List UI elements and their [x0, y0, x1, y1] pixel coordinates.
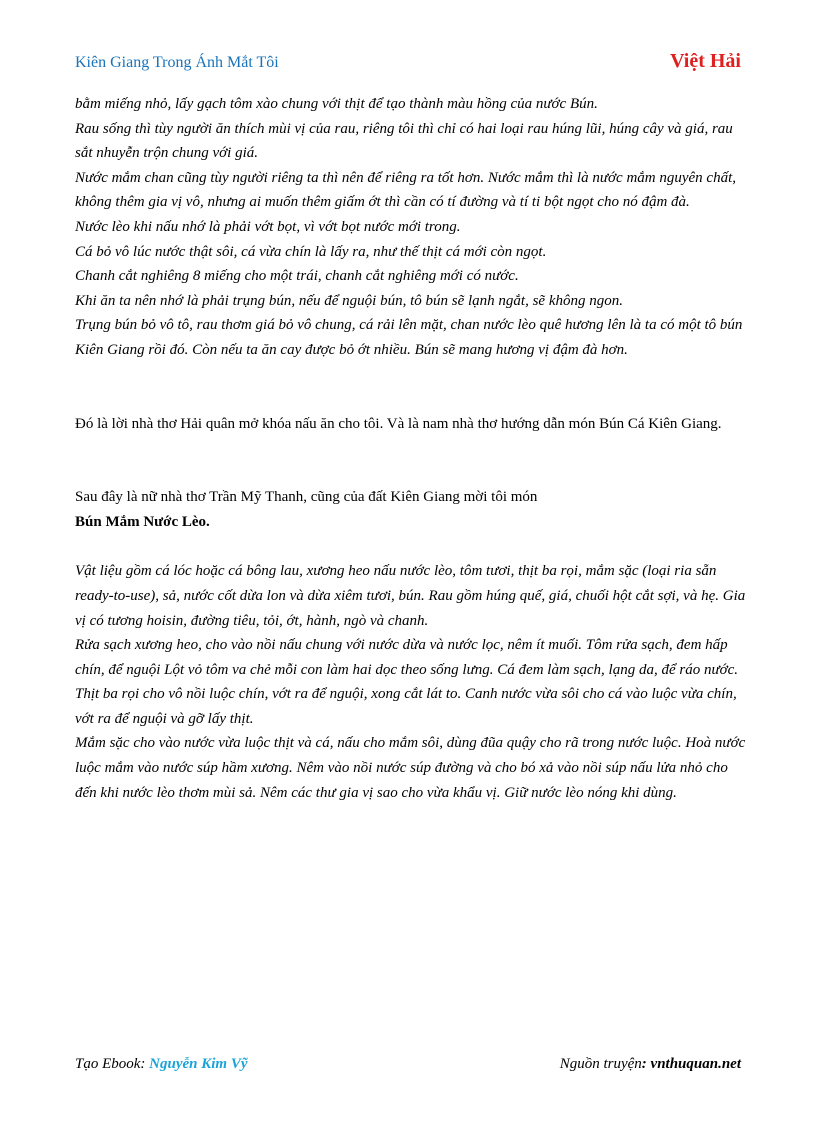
text-line: Trụng bún bỏ vô tô, rau thơm giá bỏ vô chung, cá rải lên mặt, chan nước lèo quê hương lên là ta có một tô bún Kiên Giang rồi đó. Còn nếu ta ăn cay được bỏ ớt nhiều. Bún sẽ mang hương vị đậm đà hơn.: [75, 317, 743, 358]
text-line: Nước mắm chan cũng tùy người riêng ta thì nên để riêng ra tốt hơn. Nước mắm thì là nước mắm nguyên chất, không thêm gia vị vô, nhưng ai muốn thêm giấm ớt thì cần có tí đường và tí ti bột ngọt cho nó đậm đà.: [75, 169, 736, 211]
text-line: Vật liệu gồm cá lóc hoặc cá bông lau, xương heo nấu nước lèo, tôm tươi, thịt ba rọi, mắm sặc (loại ria sẵn ready-to-use), sả, nước cốt dừa lon và dừa xiêm tươi, bún. Rau gồm húng quế, giá, chuối hột cắt sợi, và hẹ. Gia vị có tương hoisin, đường tiêu, tỏi, ớt, hành, ngò và chanh.: [75, 563, 746, 629]
text-line: bằm miếng nhỏ, lấy gạch tôm xào chung với thịt để tạo thành màu hồng của nước Bún.: [75, 96, 598, 112]
source-credit: [560, 1056, 741, 1073]
recipe-notes-block: [75, 92, 747, 363]
section-heading: Bún Mắm Nước Lèo.: [75, 513, 210, 530]
ebook-label: Tạo Ebook: [75, 1056, 141, 1072]
recipe-instructions-block: [75, 559, 747, 805]
source-label: Nguồn truyện: [559, 1056, 642, 1072]
text-line: Rau sống thì tùy người ăn thích mùi vị của rau, riêng tôi thì chỉ có hai loại rau húng lũi, húng cây và giá, rau sắt nhuyễn trộn chung với giá.: [75, 120, 733, 162]
ebook-creator-link[interactable]: Nguyễn Kim Vỹ: [149, 1056, 248, 1072]
source-site-link[interactable]: vnthuquan.net: [650, 1056, 741, 1072]
text-line: Nước lèo khi nấu nhớ là phải vớt bọt, vì vớt bọt nước mới trong.: [75, 218, 461, 235]
ebook-separator: :: [140, 1056, 150, 1072]
book-title: Kiên Giang Trong Ánh Mắt Tôi: [75, 54, 279, 71]
ebook-credit: [75, 1056, 248, 1073]
narrative-paragraph: Đó là lời nhà thơ Hải quân mở khóa nấu ăn cho tôi. Và là nam nhà thơ hướng dẫn món Bún Cá Kiên Giang.: [75, 415, 722, 432]
text-line: Cá bỏ vô lúc nước thật sôi, cá vừa chín là lấy ra, như thế thịt cá mới còn ngọt.: [75, 243, 547, 260]
source-separator: :: [641, 1056, 651, 1072]
page-content: [75, 92, 747, 805]
text-line: Mắm sặc cho vào nước vừa luộc thịt và cá, nấu cho mắm sôi, dùng đũa quậy cho rã trong nước luộc. Hoà nước luộc mắm vào nước súp hầm xương. Nêm vào nồi nước súp đường và cho bó xả vào nồi súp nấu lửa nhỏ cho đến khi nước lèo thơm mùi sả. Nêm các thư gia vị sao cho vừa khẩu vị. Giữ nước lèo nóng khi dùng.: [75, 735, 746, 801]
text-line: Rửa sạch xương heo, cho vào nồi nấu chung với nước dừa và nước lọc, nêm ít muối. Tôm rửa sạch, đem hấp chín, để nguội Lột vỏ tôm va chẻ mỗi con làm hai dọc theo sống lưng. Cá đem làm sạch, lạng da, để ráo nước.: [75, 637, 739, 678]
page-header: [75, 50, 741, 78]
text-line: Khi ăn ta nên nhớ là phải trụng bún, nếu để nguội bún, tô bún sẽ lạnh ngắt, sẽ không ngon.: [75, 292, 623, 309]
author-name: Việt Hải: [670, 50, 741, 72]
text-line: Thịt ba rọi cho vô nồi luộc chín, vớt ra để nguội, xong cắt lát to. Canh nước vừa sôi cho cá vào luộc vừa chín, vớt ra để nguội và gỡ lấy thịt.: [75, 686, 737, 727]
text-line: Chanh cắt nghiêng 8 miếng cho một trái, chanh cắt nghiêng mới có nước.: [75, 268, 519, 285]
narrative-paragraph: Sau đây là nữ nhà thơ Trần Mỹ Thanh, cũng của đất Kiên Giang mời tôi món: [75, 489, 538, 506]
page-footer: [75, 1056, 741, 1078]
